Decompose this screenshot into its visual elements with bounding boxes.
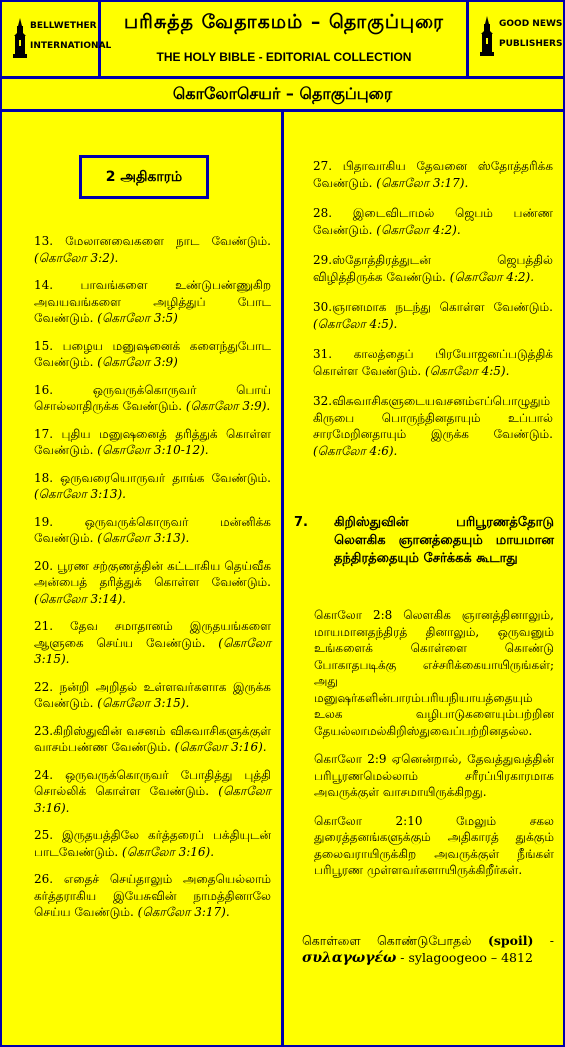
section-number: 7. xyxy=(294,515,308,530)
logo-line-1: BELLWETHER xyxy=(30,21,97,31)
list-item: 26. எதைச் செய்தாலும் அதையெல்லாம் கர்த்தராகிய இயேசுவின் நாமத்தினாலே செய்ய வேண்டும். (கொலோ 3:17). xyxy=(34,872,271,919)
list-item: 32.விசுவாசிகளுடையவசனம்எப்பொழுதும் கிருபை பொருந்தினதாயும் உப்பால் சாரமேறினதாயும் இருக்க வேண்டும். (கொலோ 4:6). xyxy=(313,394,553,458)
verse-note: கொலோ 2:10 மேலும் சகல துரைத்தனங்களுக்கும் அதிகாரத் துக்கும் தலைவராயிருக்கிற அவருக்குள் நீங்கள் பரிபூரண முள்ளவர்களாயிருக்கிறீர்கள். xyxy=(314,813,554,877)
right-column xyxy=(313,158,553,470)
list-item: 16. ஒருவருக்கொருவர் பொய் சொல்லாதிருக்க வேண்டும். (கொலோ 3:9). xyxy=(34,382,271,413)
greek-word: συλαγωγέω xyxy=(302,950,397,966)
greek-english: (spoil) xyxy=(487,933,534,948)
title-english: THE HOLY BIBLE - EDITORIAL COLLECTION xyxy=(156,50,412,64)
greek-lead: கொள்ளை கொண்டுபோதல் xyxy=(302,933,472,948)
greek-translit: - sylagoogeoo – xyxy=(400,950,498,965)
verse-note: கொலோ 2:9 ஏனென்றால், தேவத்துவத்தின் பரிபூரணமெல்லாம் சரீரப்பிரகாரமாக அவருக்குள் வாசமாயிருக்கிறது. xyxy=(314,752,554,799)
list-item: 21. தேவ சமாதானம் இருதயங்களை ஆளுகை செய்ய வேண்டும். (கொலோ 3:15). xyxy=(34,619,271,666)
list-item: 23.கிறிஸ்துவின் வசனம் விசுவாசிகளுக்குள் வாசம்பண்ண வேண்டும். (கொலோ 3:16). xyxy=(34,723,271,754)
list-item: 29.ஸ்தோத்திரத்துடன் ஜெபத்தில் விழித்திருக்க வேண்டும். (கொலோ 4:2). xyxy=(313,253,553,284)
list-item: 18. ஒருவரையொருவர் தாங்க வேண்டும். (கொலோ 3:13). xyxy=(34,470,271,501)
list-item: 28. இடைவிடாமல் ஜெபம் பண்ண வேண்டும். (கொலோ 4:2). xyxy=(313,206,553,237)
masthead xyxy=(101,2,467,76)
list-item: 25. இருதயத்திலே கர்த்தரைப் பக்தியுடன் பாடவேண்டும். (கொலோ 3:16). xyxy=(34,828,271,859)
logo-line-2: INTERNATIONAL xyxy=(30,41,112,51)
list-item: 27. பிதாவாகிய தேவனை ஸ்தோத்தரிக்க வேண்டும். (கொலோ 3:17). xyxy=(313,159,553,190)
section-title: கிறிஸ்துவின் பரிபூரணத்தோடு லௌகிக ஞானத்தையும் மாயமான தந்திரத்தையும் சேர்க்கக் கூடாது xyxy=(334,515,554,566)
good-news-logo xyxy=(466,2,563,76)
list-item: 31. காலத்தைப் பிரயோஜனப்படுத்திக் கொள்ள வேண்டும். (கொலோ 4:5). xyxy=(313,347,553,378)
list-item: 15. பழைய மனுஷனைக் களைந்துபோட வேண்டும். (கொலோ 3:9) xyxy=(34,338,271,369)
bellwether-logo xyxy=(2,2,112,76)
section-heading xyxy=(294,514,554,568)
church-icon xyxy=(479,16,495,58)
left-column xyxy=(34,233,271,932)
logo-line-1: GOOD NEWS xyxy=(499,19,563,29)
list-item: 30.ஞானமாக நடந்து கொள்ள வேண்டும். (கொலோ 4:5). xyxy=(313,300,553,331)
list-item: 14. பாவங்களை உண்டுபண்ணுகிற அவயவங்களை அழித்துப் போட வேண்டும். (கொலோ 3:5) xyxy=(34,278,271,325)
header xyxy=(2,2,563,79)
list-item: 24. ஒருவருக்கொருவர் போதித்து புத்தி சொல்லிக் கொள்ள வேண்டும். (கொலோ 3:16). xyxy=(34,767,271,815)
page-subtitle: கொலோசெயர் – தொகுப்புரை xyxy=(2,79,563,112)
verse-notes xyxy=(314,607,554,891)
list-item: 20. பூரண சற்குணத்தின் கட்டாகிய தெய்வீக அன்பைத் தரித்துக் கொள்ள வேண்டும். (கொலோ 3:14). xyxy=(34,558,271,606)
chapter-box: 2 அதிகாரம் xyxy=(79,155,209,199)
list-item: 17. புதிய மனுஷனைத் தரித்துக் கொள்ள வேண்டும். (கொலோ 3:10-12). xyxy=(34,426,271,457)
greek-dash: - xyxy=(549,933,554,948)
strongs-number: 4812 xyxy=(501,950,533,965)
list-item: 22. நன்றி அறிதல் உள்ளவர்களாக இருக்க வேண்டும். (கொலோ 3:15). xyxy=(34,679,271,710)
title-tamil: பரிசுத்த வேதாகமம் – தொகுப்புரை xyxy=(124,11,444,33)
verse-note: கொலோ 2:8 லௌகிக ஞானத்தினாலும், மாயமானதந்திரத் தினாலும், ஒருவனும் உங்களைக் கொள்ளை கொண்டு போகாதபடிக்கு எச்சரிக்கையாயிருங்கள்; அது மனுஷர்களின்பாரம்பரியநியாயத்தையும் உலக வழிபாடுகளையும்பற்றின தேயல்லாமல்கிறிஸ்துவைப்பற்றினதல்ல. xyxy=(314,608,554,738)
column-divider xyxy=(281,112,284,1045)
list-item: 13. மேலானவைகளை நாட வேண்டும். (கொலோ 3:2). xyxy=(34,234,271,265)
greek-word-note xyxy=(302,932,554,967)
list-item: 19. ஒருவருக்கொருவர் மன்னிக்க வேண்டும். (கொலோ 3:13). xyxy=(34,514,271,545)
church-icon xyxy=(12,18,28,60)
logo-line-2: PUBLISHERS xyxy=(499,39,563,49)
